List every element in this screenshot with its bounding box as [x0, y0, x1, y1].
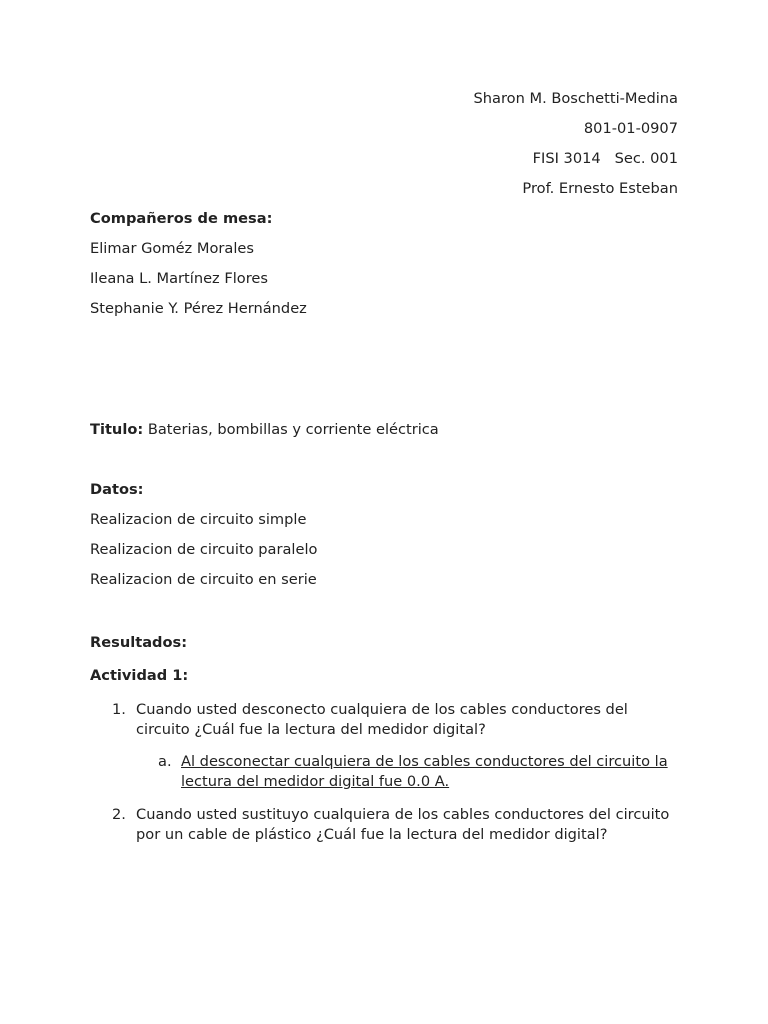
datos-item: Realizacion de circuito en serie [90, 571, 317, 588]
partner-name: Ileana L. Martínez Flores [90, 270, 268, 287]
student-id: 801-01-0907 [583, 120, 678, 137]
professor-name: Prof. Ernesto Esteban [522, 180, 678, 197]
activity-heading: Actividad 1: [90, 667, 189, 684]
partners-heading: Compañeros de mesa: [90, 210, 273, 227]
question-text: Cuando usted sustituyo cualquiera de los cables conductores del circuito por un cable de plástico ¿Cuál fue la lectura del medidor digital? [136, 806, 670, 843]
question-number: 2. [112, 806, 126, 823]
student-name: Sharon M. Boschetti-Medina [473, 90, 678, 107]
report-title [90, 420, 439, 440]
datos-item: Realizacion de circuito paralelo [90, 541, 318, 558]
title-value: Baterias, bombillas y corriente eléctrica [143, 421, 439, 438]
course-section: FISI 3014 Sec. 001 [532, 150, 678, 167]
question-text: Cuando usted desconecto cualquiera de los cables conductores del circuito ¿Cuál fue la lectura del medidor digital? [136, 701, 628, 738]
datos-heading: Datos: [90, 481, 144, 498]
answer-letter: a. [158, 753, 172, 770]
answer-text: Al desconectar cualquiera de los cables conductores del circuito la lectura del medidor digital fue 0.0 A. [181, 753, 668, 790]
question-number: 1. [112, 701, 126, 718]
partner-name: Stephanie Y. Pérez Hernández [90, 300, 307, 317]
datos-item: Realizacion de circuito simple [90, 511, 307, 528]
partner-name: Elimar Goméz Morales [90, 240, 254, 257]
resultados-heading: Resultados: [90, 634, 188, 651]
title-label: Titulo: [90, 421, 144, 438]
